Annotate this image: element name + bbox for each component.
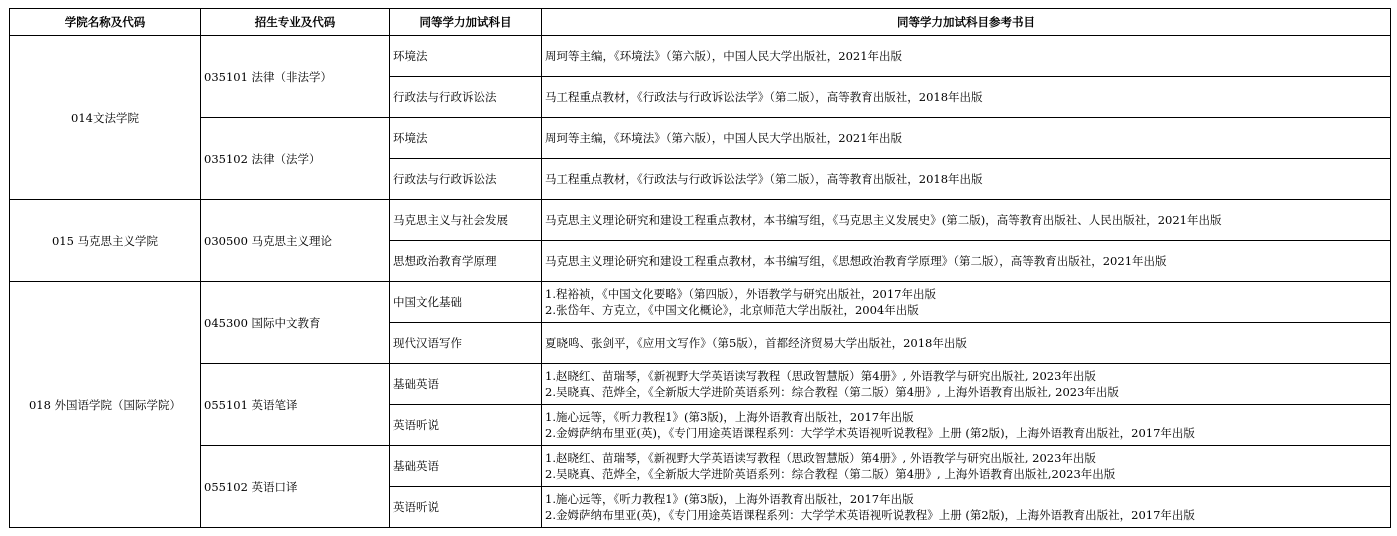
- reference-cell: [542, 487, 1391, 528]
- reference-line: 夏晓鸣、张剑平，《应用文写作》（第5版），首都经济贸易大学出版社，2018年出版: [545, 336, 967, 350]
- reference-line: 1.施心远等，《听力教程1》(第3版)，上海外语教育出版社，2017年出版: [545, 410, 914, 424]
- reference-line: 马克思主义理论研究和建设工程重点教材，本书编写组，《思想政治教育学原理》（第二版），高等教育出版社，2021年出版: [545, 254, 1167, 268]
- header-college: 学院名称及代码: [10, 9, 201, 36]
- table-row: [10, 446, 1391, 487]
- reference-line: 周珂等主编，《环境法》（第六版），中国人民大学出版社，2021年出版: [545, 131, 903, 145]
- subject-cell: 中国文化基础: [390, 282, 542, 323]
- table-row: [10, 200, 1391, 241]
- reference-cell: [542, 77, 1391, 118]
- subject-cell: 环境法: [390, 118, 542, 159]
- reference-cell: [542, 405, 1391, 446]
- table-body: [10, 36, 1391, 528]
- major-cell: 045300 国际中文教育: [201, 282, 390, 364]
- reference-line: 1.赵晓红、苗瑞琴，《新视野大学英语读写教程（思政智慧版）第4册》, 外语教学与研究出版社, 2023年出版: [545, 369, 1096, 383]
- reference-line: 周珂等主编，《环境法》（第六版），中国人民大学出版社，2021年出版: [545, 49, 903, 63]
- reference-cell: [542, 323, 1391, 364]
- college-cell: 018 外国语学院（国际学院）: [10, 282, 201, 528]
- table-row: [10, 118, 1391, 159]
- table-row: [10, 36, 1391, 77]
- subject-cell: 马克思主义与社会发展: [390, 200, 542, 241]
- reference-cell: [542, 159, 1391, 200]
- subject-cell: 环境法: [390, 36, 542, 77]
- college-cell: 014文法学院: [10, 36, 201, 200]
- major-cell: 055102 英语口译: [201, 446, 390, 528]
- reference-cell: [542, 241, 1391, 282]
- reference-line: 马工程重点教材，《行政法与行政诉讼法学》（第二版），高等教育出版社，2018年出版: [545, 172, 983, 186]
- header-reference: 同等学力加试科目参考书目: [542, 9, 1391, 36]
- subject-cell: 基础英语: [390, 446, 542, 487]
- subject-cell: 英语听说: [390, 487, 542, 528]
- reference-line: 1.赵晓红、苗瑞琴，《新视野大学英语读写教程（思政智慧版）第4册》, 外语教学与研究出版社, 2023年出版: [545, 451, 1096, 465]
- subject-cell: 行政法与行政诉讼法: [390, 159, 542, 200]
- reference-line: 2.金姆萨纳布里亚(英)，《专门用途英语课程系列：大学学术英语视听说教程》上册 (第2版)，上海外语教育出版社，2017年出版: [545, 426, 1195, 440]
- subject-cell: 思想政治教育学原理: [390, 241, 542, 282]
- reference-cell: [542, 200, 1391, 241]
- table-row: [10, 282, 1391, 323]
- header-subject: 同等学力加试科目: [390, 9, 542, 36]
- reference-line: 2.吴晓真、范烨全，《全新版大学进阶英语系列：综合教程（第二版）第4册》, 上海外语教育出版社, 2023年出版: [545, 385, 1119, 399]
- subject-cell: 行政法与行政诉讼法: [390, 77, 542, 118]
- reference-line: 马克思主义理论研究和建设工程重点教材，本书编写组，《马克思主义发展史》(第二版)，高等教育出版社、人民出版社，2021年出版: [545, 213, 1222, 227]
- major-cell: 055101 英语笔译: [201, 364, 390, 446]
- subject-cell: 现代汉语写作: [390, 323, 542, 364]
- reference-cell: [542, 364, 1391, 405]
- reference-line: 2.吴晓真、范烨全，《全新版大学进阶英语系列：综合教程（第二版）第4册》, 上海外语教育出版社,2023年出版: [545, 467, 1116, 481]
- reference-cell: [542, 36, 1391, 77]
- major-cell: 030500 马克思主义理论: [201, 200, 390, 282]
- reference-line: 2.张岱年、方克立，《中国文化概论》，北京师范大学出版社，2004年出版: [545, 303, 919, 317]
- reference-cell: [542, 446, 1391, 487]
- table-row: [10, 364, 1391, 405]
- header-row: [10, 9, 1391, 36]
- subject-cell: 英语听说: [390, 405, 542, 446]
- subject-cell: 基础英语: [390, 364, 542, 405]
- reference-cell: [542, 118, 1391, 159]
- major-cell: 035102 法律（法学）: [201, 118, 390, 200]
- reference-line: 1.程裕祯，《中国文化要略》（第四版），外语教学与研究出版社，2017年出版: [545, 287, 936, 301]
- reference-line: 1.施心远等，《听力教程1》(第3版)，上海外语教育出版社，2017年出版: [545, 492, 914, 506]
- reference-cell: [542, 282, 1391, 323]
- college-cell: 015 马克思主义学院: [10, 200, 201, 282]
- exam-reference-table: [9, 8, 1391, 528]
- reference-line: 2.金姆萨纳布里亚(英)，《专门用途英语课程系列：大学学术英语视听说教程》上册 (第2版)，上海外语教育出版社，2017年出版: [545, 508, 1195, 522]
- major-cell: 035101 法律（非法学）: [201, 36, 390, 118]
- reference-line: 马工程重点教材，《行政法与行政诉讼法学》（第二版），高等教育出版社，2018年出版: [545, 90, 983, 104]
- header-major: 招生专业及代码: [201, 9, 390, 36]
